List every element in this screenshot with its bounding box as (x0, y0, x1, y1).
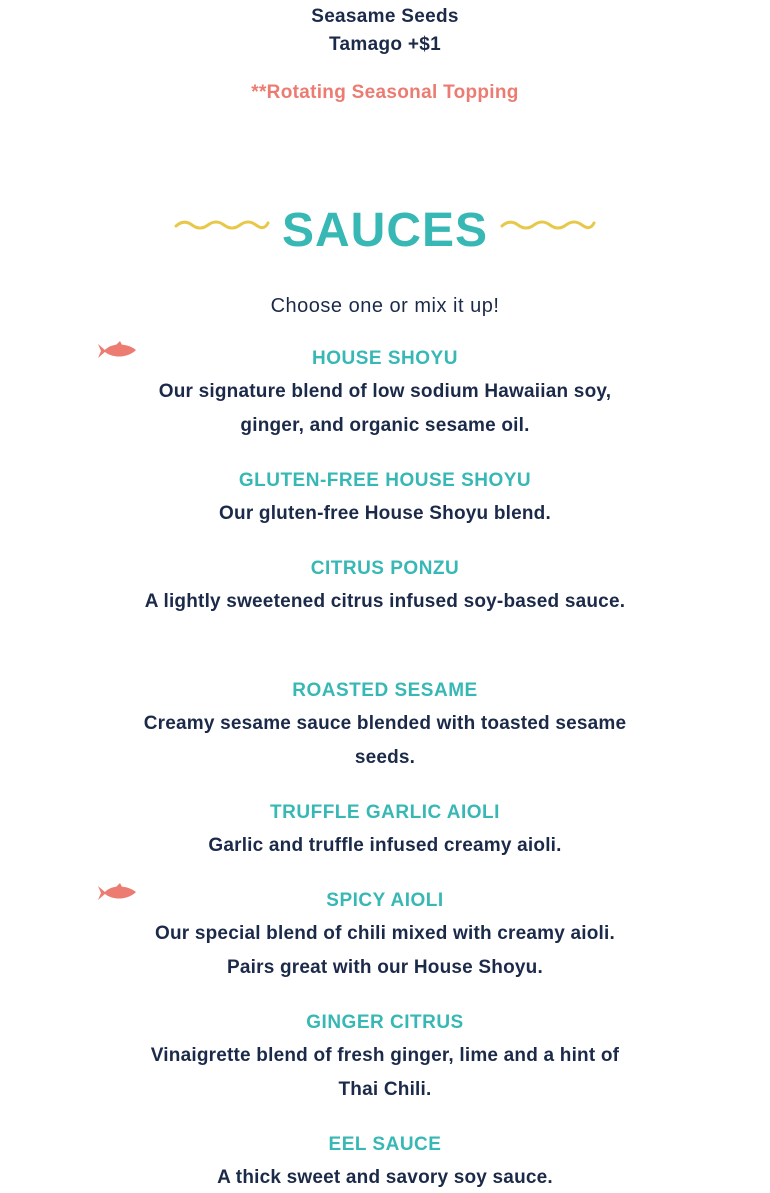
sauce-name: HOUSE SHOYU (312, 348, 458, 369)
sauce-name: ROASTED SESAME (292, 680, 478, 701)
sauce-description: Our special blend of chili mixed with creamy aioli. Pairs great with our House Shoyu. (155, 923, 615, 978)
sauce-name: GLUTEN-FREE HOUSE SHOYU (238, 470, 532, 491)
sauce-description: A lightly sweetened citrus infused soy-based sauce. (144, 591, 626, 612)
section-title: SAUCES (281, 204, 489, 257)
sauce-name: EEL SAUCE (328, 1134, 442, 1155)
squiggle-right-icon (500, 218, 596, 232)
sauce-description: Vinaigrette blend of fresh ginger, lime and a hint of Thai Chili. (150, 1045, 620, 1100)
section-subtitle: Choose one or mix it up! (270, 295, 500, 317)
section-header (0, 200, 770, 262)
topping-item: Seasame Seeds (311, 6, 459, 27)
seasonal-topping-note: **Rotating Seasonal Topping (251, 82, 519, 103)
sauce-description: A thick sweet and savory soy sauce. (217, 1167, 553, 1188)
sauce-name: CITRUS PONZU (310, 558, 460, 579)
topping-item: Tamago +$1 (329, 34, 441, 55)
sauce-description: Our gluten-free House Shoyu blend. (219, 503, 551, 524)
sauce-description: Garlic and truffle infused creamy aioli. (208, 835, 562, 856)
sauce-name: TRUFFLE GARLIC AIOLI (270, 802, 500, 823)
sauce-name: GINGER CITRUS (306, 1012, 464, 1033)
sauce-name: SPICY AIOLI (326, 890, 444, 911)
sauce-description: Our signature blend of low sodium Hawaiian soy, ginger, and organic sesame oil. (158, 381, 612, 436)
sauce-description: Creamy sesame sauce blended with toasted sesame seeds. (143, 713, 627, 768)
